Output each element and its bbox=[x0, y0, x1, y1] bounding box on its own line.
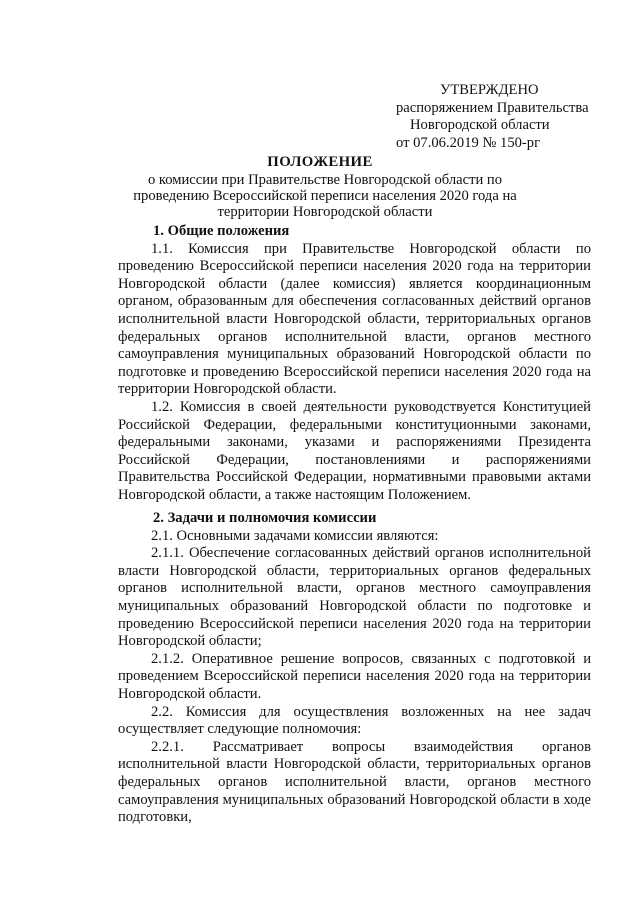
approval-line-3: от 07.06.2019 № 150-рг bbox=[396, 134, 541, 151]
section-tasks-and-powers bbox=[118, 510, 591, 827]
paragraph-1-1: 1.1. Комиссия при Правительстве Новгородской области по проведению Всероссийской переписи населения 2020 года на территории Новгородской области (далее комиссия) является координационным органом, образованным для обеспечения согласованных действий органов исполнительной власти Новгородской области, территориальных органов федеральных органов исполнительной власти, органов местного самоуправления муниципальных образований Новгородской области по подготовке и проведению Всероссийской переписи населения 2020 года на территории Новгородской области. bbox=[118, 240, 591, 398]
paragraph-2-1-2: 2.1.2. Оперативное решение вопросов, связанных с подготовкой и проведением Всероссийской переписи населения 2020 года на территории Новгородской области. bbox=[118, 650, 591, 702]
approval-line-2: Новгородской области bbox=[410, 117, 550, 134]
approval-title: УТВЕРЖДЕНО bbox=[440, 82, 539, 98]
approval-line-1: распоряжением Правительства bbox=[396, 99, 589, 116]
paragraph-1-2: 1.2. Комиссия в своей деятельности руководствуется Конституцией Российской Федерации, федеральными конституционными законами, федеральными законами, указами и распоряжениями Президента Российской Федерации, постановлениями и распоряжениями Правительства Российской Федерации, нормативными правовыми актами Новгородской области, а также настоящим Положением. bbox=[118, 398, 591, 503]
paragraph-2-2: 2.2. Комиссия для осуществления возложенных на нее задач осуществляет следующие полномочия: bbox=[118, 703, 591, 738]
document-subtitle: о комиссии при Правительстве Новгородской области по проведению Всероссийской переписи населения 2020 года на территории Новгородской области bbox=[133, 172, 517, 220]
paragraph-2-1: 2.1. Основными задачами комиссии являются: bbox=[151, 527, 439, 544]
section-general-provisions bbox=[118, 223, 591, 505]
paragraph-2-2-1: 2.2.1. Рассматривает вопросы взаимодействия органов исполнительной власти Новгородской области, территориальных органов федеральных органов исполнительной власти, органов местного самоуправления муниципальных образований Новгородской области в ходе подготовки, bbox=[118, 738, 591, 826]
paragraph-2-1-1: 2.1.1. Обеспечение согласованных действий органов исполнительной власти Новгородской области, территориальных органов федеральных органов исполнительной власти, органов местного самоуправления муниципальных образований Новгородской области по подготовке и проведению Всероссийской переписи населения 2020 года на территории Новгородской области; bbox=[118, 545, 591, 650]
approval-stamp bbox=[396, 82, 589, 152]
section-1-heading: 1. Общие положения bbox=[153, 223, 290, 239]
document-title: ПОЛОЖЕНИЕ bbox=[267, 154, 373, 170]
section-2-heading: 2. Задачи и полномочия комиссии bbox=[153, 510, 377, 526]
